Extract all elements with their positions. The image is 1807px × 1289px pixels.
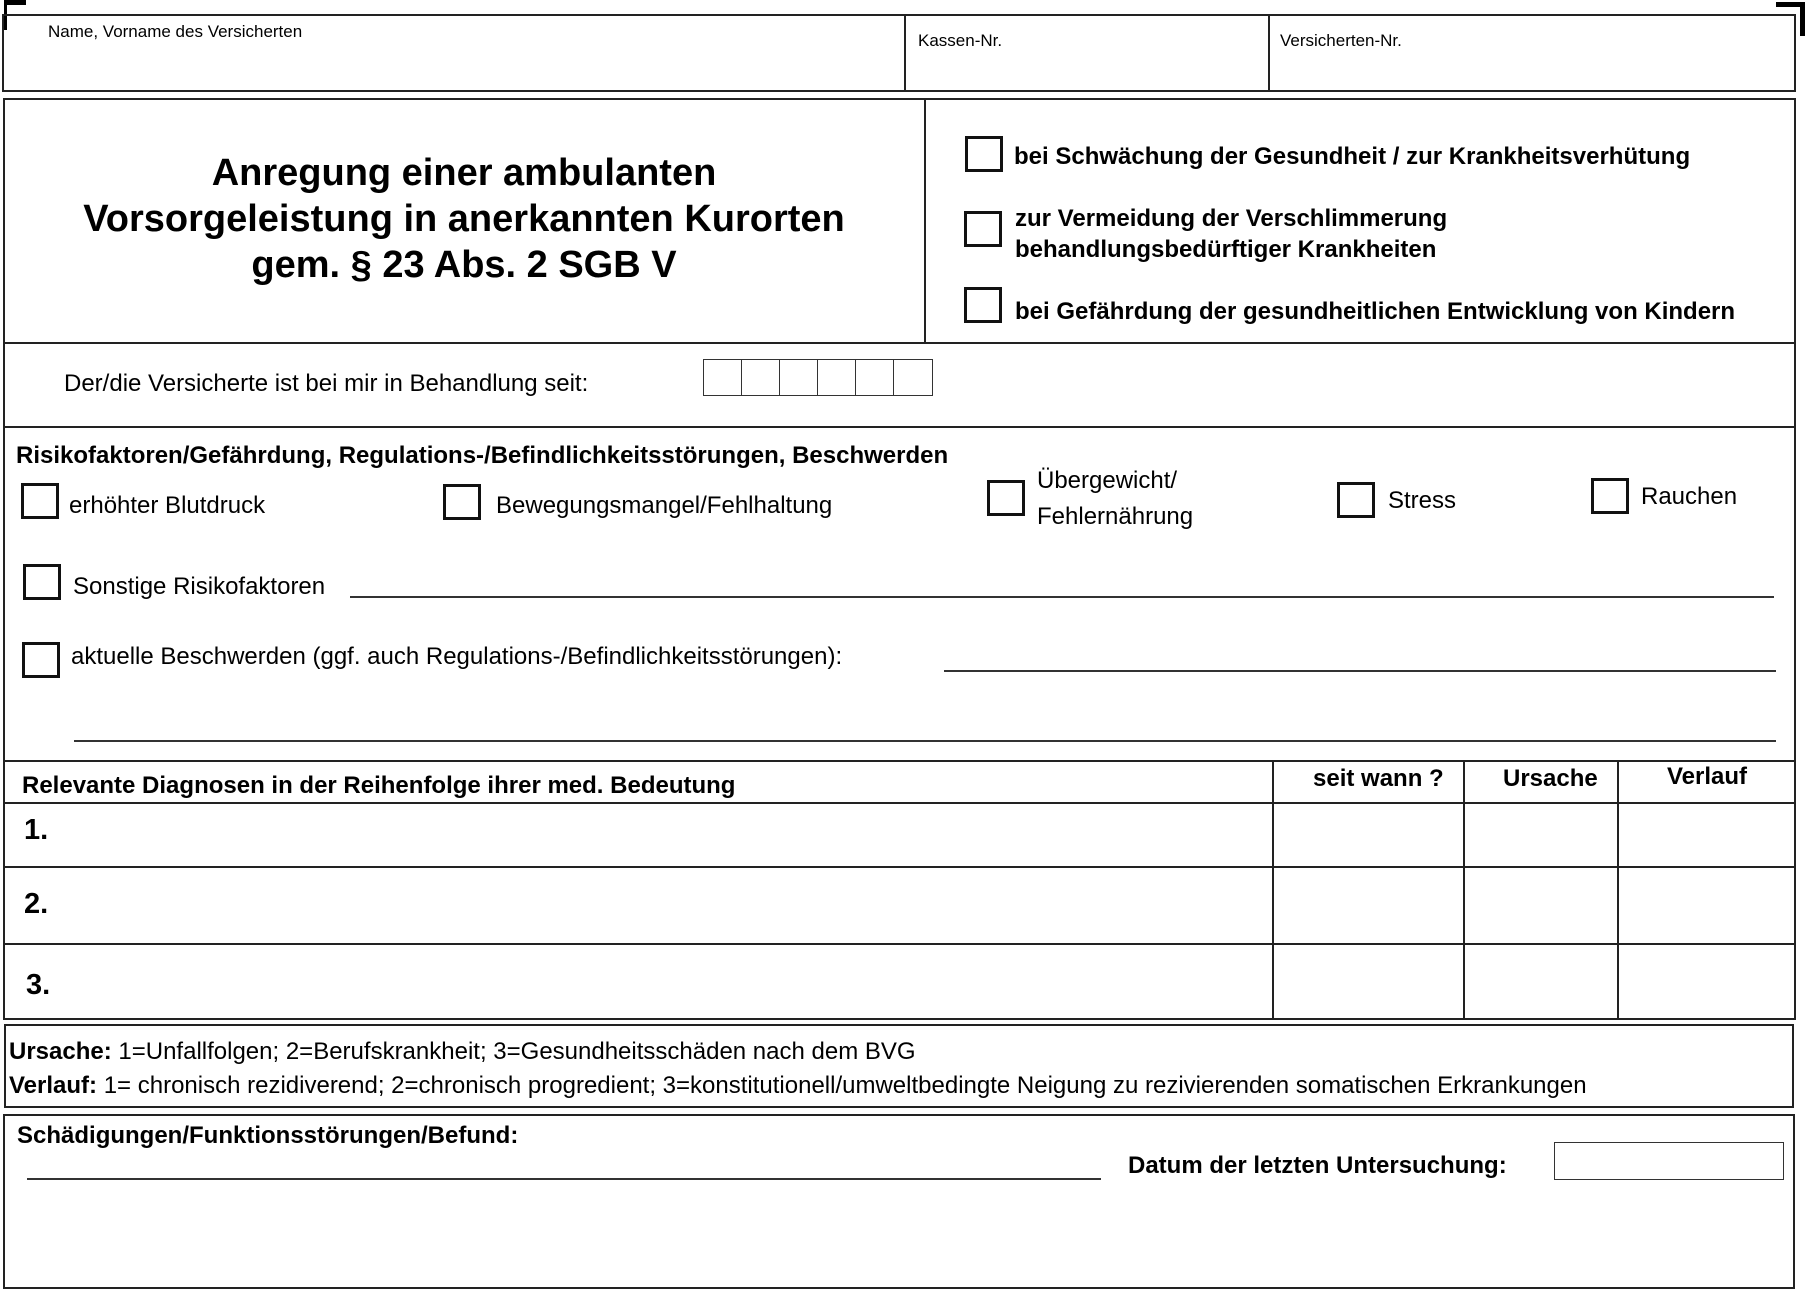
form-title-line-3: gem. § 23 Abs. 2 SGB V (251, 244, 677, 286)
date-digit-box[interactable] (894, 360, 932, 395)
checkbox-overweight[interactable] (987, 480, 1025, 516)
other-risk-factors-underline (350, 596, 1774, 598)
diagnosis-2-cause-input[interactable] (1469, 872, 1616, 940)
risk-lack-of-exercise-label: Bewegungsmangel/Fehlhaltung (496, 492, 833, 519)
checkbox-high-blood-pressure[interactable] (21, 483, 59, 519)
checkbox-lack-of-exercise[interactable] (443, 484, 481, 520)
diagnoses-row-divider-1 (3, 866, 1796, 868)
kassen-nr-field[interactable] (912, 54, 1266, 90)
versicherten-nr-label: Versicherten-Nr. (1280, 31, 1402, 50)
column-header-since: seit wann ? (1313, 765, 1444, 792)
diagnoses-heading: Relevante Diagnosen in der Reihenfolge ihrer med. Bedeutung (22, 772, 736, 799)
kassen-nr-label: Kassen-Nr. (918, 31, 1003, 50)
date-digit-box[interactable] (704, 360, 742, 395)
legend-cause-text: 1=Unfallfolgen; 2=Berufskrankheit; 3=Gesundheitsschäden nach dem BVG (111, 1038, 916, 1065)
form-title-line-1: Anregung einer ambulanten (211, 152, 717, 194)
current-complaints-underline-2 (74, 740, 1776, 742)
findings-input-2[interactable] (12, 1195, 1786, 1257)
date-digit-box[interactable] (818, 360, 856, 395)
diagnoses-col-divider-3 (1617, 760, 1619, 1020)
checkbox-smoking[interactable] (1591, 478, 1629, 514)
findings-underline (27, 1178, 1101, 1180)
treatment-since-date-boxes (703, 359, 933, 396)
name-label: Name, Vorname des Versicherten (48, 22, 303, 41)
diagnosis-2-course-input[interactable] (1623, 872, 1795, 940)
option-avoid-worsening-label-2: behandlungsbedürftiger Krankheiten (1015, 236, 1437, 263)
name-field[interactable] (10, 50, 899, 88)
findings-label: Schädigungen/Funktionsstörungen/Befund: (17, 1122, 519, 1149)
diagnosis-3-course-input[interactable] (1623, 949, 1795, 1017)
diagnoses-col-divider-1 (1272, 760, 1274, 1020)
diagnosis-3-input[interactable] (70, 949, 1269, 1017)
diagnosis-1-input[interactable] (70, 808, 1269, 864)
other-risk-factors-label: Sonstige Risikofaktoren (73, 573, 326, 600)
registration-mark-top-right-vertical (1800, 2, 1805, 36)
date-digit-box[interactable] (856, 360, 894, 395)
checkbox-avoid-worsening[interactable] (964, 211, 1002, 247)
current-complaints-input-2[interactable] (75, 710, 1779, 742)
diagnosis-3-cause-input[interactable] (1469, 949, 1616, 1017)
column-header-course: Verlauf (1667, 763, 1748, 790)
current-complaints-label: aktuelle Beschwerden (ggf. auch Regulations-/Befindlichkeitsstörungen): (71, 643, 843, 670)
date-digit-box[interactable] (780, 360, 818, 395)
diagnosis-2-input[interactable] (70, 872, 1269, 940)
checkbox-health-weakening[interactable] (965, 136, 1003, 172)
diagnosis-1-since-input[interactable] (1278, 808, 1462, 864)
column-header-cause: Ursache (1503, 765, 1598, 792)
checkbox-child-development[interactable] (964, 287, 1002, 323)
checkbox-other-risk-factors[interactable] (23, 564, 61, 600)
risk-factors-heading: Risikofaktoren/Gefährdung, Regulations-/Befindlichkeitsstörungen, Beschwerden (16, 442, 949, 469)
checkbox-current-complaints[interactable] (22, 642, 60, 678)
option-avoid-worsening-label-1: zur Vermeidung der Verschlimmerung (1015, 205, 1448, 232)
legend-cause (9, 1038, 916, 1066)
legend-course-text: 1= chronisch rezidiverend; 2=chronisch progredient; 3=konstitutionell/umweltbedingte Neigung zu rezivierenden somatischen Erkrankungen (97, 1072, 1587, 1099)
versicherten-nr-field[interactable] (1276, 54, 1792, 90)
checkbox-stress[interactable] (1337, 482, 1375, 518)
option-health-weakening-label: bei Schwächung der Gesundheit / zur Krankheitsverhütung (1014, 143, 1691, 170)
diagnosis-2-since-input[interactable] (1278, 872, 1462, 940)
current-complaints-input[interactable] (945, 640, 1779, 672)
diagnoses-col-divider-2 (1463, 760, 1465, 1020)
risk-high-blood-pressure-label: erhöhter Blutdruck (69, 492, 266, 519)
treatment-since-label: Der/die Versicherte ist bei mir in Behandlung seit: (64, 370, 589, 397)
risk-smoking-label: Rauchen (1641, 483, 1738, 510)
registration-mark-top-left (4, 0, 26, 5)
risk-stress-label: Stress (1388, 487, 1457, 514)
legend-cause-label: Ursache: (9, 1038, 112, 1065)
other-risk-factors-input[interactable] (352, 566, 1776, 598)
diagnosis-1-course-input[interactable] (1623, 808, 1795, 864)
form-title (4, 150, 924, 288)
diagnoses-header-divider (3, 802, 1796, 804)
title-divider (924, 98, 926, 344)
diagnosis-1-cause-input[interactable] (1469, 808, 1616, 864)
form-title-line-2: Vorsorgeleistung in anerkannten Kurorten (83, 198, 845, 240)
risk-overweight-label-2: Fehlernährung (1037, 503, 1194, 530)
findings-input[interactable] (28, 1150, 1102, 1180)
legend-course (9, 1072, 1587, 1100)
diagnosis-row-1-number: 1. (24, 814, 49, 846)
diagnosis-3-since-input[interactable] (1278, 949, 1462, 1017)
diagnosis-row-2-number: 2. (24, 888, 49, 920)
diagnoses-row-divider-2 (3, 943, 1796, 945)
header-divider-2 (1268, 14, 1270, 92)
last-exam-date-field[interactable] (1554, 1142, 1784, 1180)
option-child-development-label: bei Gefährdung der gesundheitlichen Entwicklung von Kindern (1015, 298, 1736, 325)
date-digit-box[interactable] (742, 360, 780, 395)
last-exam-label: Datum der letzten Untersuchung: (1128, 1152, 1507, 1179)
header-divider-1 (904, 14, 906, 92)
risk-overweight-label-1: Übergewicht/ (1037, 467, 1178, 494)
current-complaints-underline (944, 670, 1776, 672)
legend-course-label: Verlauf: (9, 1072, 98, 1099)
diagnosis-row-3-number: 3. (26, 969, 51, 1001)
